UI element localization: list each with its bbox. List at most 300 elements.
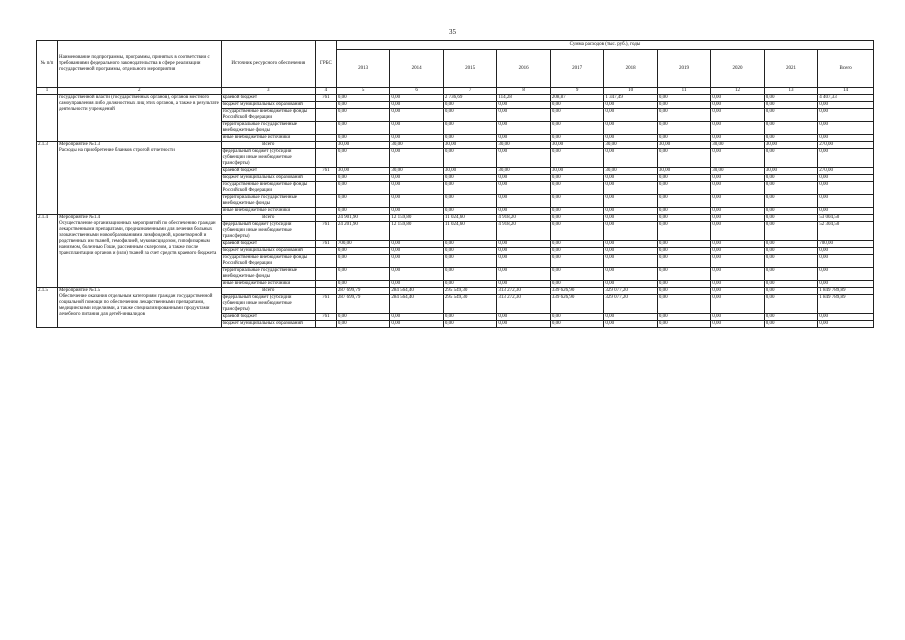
amount-cell: 30,00: [443, 168, 496, 175]
funding-source: государственные внебюджетные фонды Российской Федерации: [221, 182, 315, 195]
header-col-number: 6: [390, 88, 443, 95]
amount-cell: 287 699,79: [336, 288, 389, 295]
amount-cell: 12 159,80: [390, 222, 443, 241]
amount-cell: 30,00: [497, 168, 550, 175]
funding-source: иные внебюджетные источники: [221, 281, 315, 288]
amount-cell: 0,00: [764, 182, 817, 195]
amount-cell: 0,00: [711, 268, 764, 281]
amount-cell: 0,00: [497, 248, 550, 255]
amount-cell: 0,00: [604, 182, 657, 195]
amount-cell: 329 077,20: [604, 295, 657, 314]
header-col-number: 10: [604, 88, 657, 95]
grbs-code: 761: [315, 314, 336, 321]
amount-cell: 0,00: [711, 135, 764, 142]
amount-cell: 0,00: [443, 109, 496, 122]
amount-cell: 0,00: [497, 281, 550, 288]
amount-cell: 0,00: [497, 102, 550, 109]
amount-cell: 0,00: [497, 175, 550, 182]
amount-cell: 0,00: [657, 109, 710, 122]
funding-source: бюджет муниципальных образований: [221, 321, 315, 328]
header-col-number: 5: [336, 88, 389, 95]
grbs-code: [315, 195, 336, 208]
funding-source: иные внебюджетные источники: [221, 208, 315, 215]
amount-cell: 0,00: [550, 195, 603, 208]
amount-cell: 0,00: [711, 149, 764, 168]
amount-cell: 30,00: [443, 142, 496, 149]
amount-cell: 0,00: [443, 255, 496, 268]
amount-cell: 11 024,60: [443, 215, 496, 222]
grbs-code: 761: [315, 95, 336, 102]
amount-cell: 0,00: [336, 149, 389, 168]
header-year: 2021: [764, 50, 817, 88]
amount-cell: 0,00: [604, 314, 657, 321]
table-body: [37, 95, 874, 328]
amount-cell: 313 272,30: [497, 288, 550, 295]
header-col-number: 13: [764, 88, 817, 95]
amount-cell: 0,00: [390, 122, 443, 135]
amount-cell: 0,00: [818, 281, 874, 288]
header-col-number: 1: [37, 88, 58, 95]
header-col-number: 9: [550, 88, 603, 95]
amount-cell: 0,00: [657, 215, 710, 222]
amount-cell: 0,00: [443, 135, 496, 142]
amount-cell: 0,00: [818, 321, 874, 328]
amount-cell: 30,00: [764, 142, 817, 149]
amount-cell: 0,00: [443, 195, 496, 208]
item-text: Осуществление организационных мероприятий по обеспечению граждан лекарственными препаратами, предназначенными для лечения больных злокачественными новообразованиями лимфоидной, кроветворной и родственных им тканей, гемофилией, муковисцидозом, гипофизарным нанизмом, болезнью Гоше, рассеянным склерозом, а также после трансплантации органов и (или) тканей за счет средств краевого бюджета: [58, 221, 217, 256]
amount-cell: 339 626,90: [550, 295, 603, 314]
grbs-code: [315, 321, 336, 328]
amount-cell: 30,00: [711, 142, 764, 149]
amount-cell: 0,00: [818, 175, 874, 182]
grbs-code: [315, 268, 336, 281]
amount-cell: 0,00: [764, 288, 817, 295]
amount-cell: 0,00: [390, 149, 443, 168]
amount-cell: 1 849 789,89: [818, 295, 874, 314]
item-text: Расходы на приобретение бланков строгой отчетности: [58, 148, 175, 153]
amount-cell: 0,00: [604, 222, 657, 241]
amount-cell: 0,00: [604, 195, 657, 208]
amount-cell: 30,00: [657, 168, 710, 175]
amount-cell: 0,00: [390, 268, 443, 281]
header-amount-group: Сумма расходов (тыс. руб.), годы: [336, 41, 873, 50]
page-number: 35: [449, 28, 456, 36]
amount-cell: 0,00: [657, 241, 710, 248]
amount-cell: 0,00: [657, 175, 710, 182]
funding-source: бюджет муниципальных образований: [221, 175, 315, 182]
amount-cell: 0,00: [818, 314, 874, 321]
funding-source: Всего: [221, 288, 315, 295]
amount-cell: 329 077,20: [604, 288, 657, 295]
item-number: 2.1.5: [37, 288, 58, 328]
item-title: Мероприятие №1.3: [58, 142, 101, 147]
header-col-number: 3: [221, 88, 315, 95]
amount-cell: 0,00: [764, 248, 817, 255]
amount-cell: 0,00: [497, 135, 550, 142]
item-text: государственной власти (государственных органов), органов местного самоуправления либо должностных лиц этих органов, а также в результате деятельности учреждений: [58, 95, 219, 112]
amount-cell: 0,00: [336, 102, 389, 109]
table-row: [37, 95, 874, 102]
amount-cell: 0,00: [497, 268, 550, 281]
amount-cell: 0,00: [711, 195, 764, 208]
header-year: 2020: [711, 50, 764, 88]
amount-cell: 0,00: [390, 95, 443, 102]
funding-source: государственные внебюджетные фонды Российской Федерации: [221, 255, 315, 268]
amount-cell: 52 304,50: [818, 222, 874, 241]
amount-cell: 24 201,90: [336, 222, 389, 241]
amount-cell: 0,00: [711, 222, 764, 241]
amount-cell: 0,00: [336, 175, 389, 182]
amount-cell: 0,00: [657, 321, 710, 328]
amount-cell: 0,00: [657, 95, 710, 102]
funding-source: государственные внебюджетные фонды Российской Федерации: [221, 109, 315, 122]
amount-cell: 11 024,60: [443, 222, 496, 241]
amount-cell: 0,00: [604, 102, 657, 109]
amount-cell: 700,00: [818, 241, 874, 248]
amount-cell: 0,00: [336, 95, 389, 102]
amount-cell: 0,00: [443, 248, 496, 255]
amount-cell: 0,00: [657, 195, 710, 208]
amount-cell: 0,00: [764, 195, 817, 208]
amount-cell: 0,00: [711, 122, 764, 135]
amount-cell: 0,00: [336, 135, 389, 142]
amount-cell: 0,00: [818, 208, 874, 215]
grbs-code: [315, 182, 336, 195]
amount-cell: 0,00: [497, 314, 550, 321]
grbs-code: 761: [315, 241, 336, 248]
amount-cell: 0,00: [657, 222, 710, 241]
funding-source: федеральный бюджет (субсидии субвенции иные межбюджетные трансферты): [221, 149, 315, 168]
table-header: [37, 41, 874, 95]
grbs-code: [315, 122, 336, 135]
amount-cell: 0,00: [657, 281, 710, 288]
header-year: 2014: [390, 50, 443, 88]
amount-cell: 0,00: [336, 268, 389, 281]
item-description: [57, 215, 221, 288]
amount-cell: 0,00: [550, 281, 603, 288]
amount-cell: 0,00: [711, 175, 764, 182]
amount-cell: 0,00: [711, 255, 764, 268]
amount-cell: 0,00: [711, 95, 764, 102]
amount-cell: 284 564,40: [390, 288, 443, 295]
item-title: Мероприятие №1.5: [58, 288, 101, 293]
amount-cell: 0,00: [497, 208, 550, 215]
amount-cell: 0,00: [764, 215, 817, 222]
grbs-code: [315, 109, 336, 122]
amount-cell: 295 549,30: [443, 288, 496, 295]
amount-cell: 0,00: [604, 109, 657, 122]
amount-cell: 24 901,90: [336, 215, 389, 222]
amount-cell: 0,00: [818, 122, 874, 135]
amount-cell: 0,00: [764, 321, 817, 328]
amount-cell: 0,00: [604, 215, 657, 222]
amount-cell: 0,00: [818, 149, 874, 168]
amount-cell: 0,00: [443, 149, 496, 168]
amount-cell: 0,00: [764, 109, 817, 122]
amount-cell: 0,00: [657, 268, 710, 281]
funding-source: территориальные государственные внебюджетные фонды: [221, 195, 315, 208]
amount-cell: 30,00: [550, 168, 603, 175]
funding-source: территориальные государственные внебюджетные фонды: [221, 268, 315, 281]
amount-cell: 2 736,69: [443, 95, 496, 102]
amount-cell: 0,00: [657, 248, 710, 255]
amount-cell: 0,00: [657, 135, 710, 142]
amount-cell: 0,00: [764, 135, 817, 142]
amount-cell: 0,00: [657, 255, 710, 268]
grbs-code: [315, 135, 336, 142]
amount-cell: 0,00: [336, 248, 389, 255]
amount-cell: 30,00: [711, 168, 764, 175]
amount-cell: 339 626,90: [550, 288, 603, 295]
amount-cell: 0,00: [711, 314, 764, 321]
table-row: [37, 142, 874, 149]
amount-cell: 0,00: [336, 321, 389, 328]
amount-cell: 30,00: [336, 168, 389, 175]
amount-cell: 0,00: [550, 102, 603, 109]
amount-cell: 30,00: [604, 142, 657, 149]
amount-cell: 0,00: [818, 248, 874, 255]
item-description: [57, 95, 221, 142]
amount-cell: 0,00: [390, 314, 443, 321]
amount-cell: 0,00: [764, 281, 817, 288]
amount-cell: 0,00: [497, 109, 550, 122]
header-col-number: 7: [443, 88, 496, 95]
amount-cell: 4 918,20: [497, 215, 550, 222]
budget-table: [36, 40, 874, 328]
amount-cell: 0,00: [443, 281, 496, 288]
amount-cell: 0,00: [550, 149, 603, 168]
funding-source: федеральный бюджет (субсидии субвенции иные межбюджетные трансферты): [221, 295, 315, 314]
header-col-number: 14: [818, 88, 874, 95]
amount-cell: 0,00: [443, 314, 496, 321]
amount-cell: 0,00: [390, 248, 443, 255]
grbs-code: [315, 175, 336, 182]
amount-cell: 0,00: [443, 268, 496, 281]
grbs-code: [315, 142, 336, 149]
funding-source: бюджет муниципальных образований: [221, 248, 315, 255]
amount-cell: 0,00: [604, 321, 657, 328]
amount-cell: 0,00: [390, 135, 443, 142]
amount-cell: 0,00: [711, 208, 764, 215]
header-grbs: ГРБС: [315, 41, 336, 88]
amount-cell: 700,00: [336, 241, 389, 248]
grbs-code: [315, 281, 336, 288]
amount-cell: 270,00: [818, 168, 874, 175]
header-col-number: 12: [711, 88, 764, 95]
amount-cell: 12 159,80: [390, 215, 443, 222]
amount-cell: 284 564,40: [390, 295, 443, 314]
amount-cell: 0,00: [711, 281, 764, 288]
amount-cell: 0,00: [550, 135, 603, 142]
amount-cell: 0,00: [550, 175, 603, 182]
amount-cell: 0,00: [336, 255, 389, 268]
amount-cell: 0,00: [604, 255, 657, 268]
amount-cell: 0,00: [604, 248, 657, 255]
amount-cell: 208,87: [550, 95, 603, 102]
amount-cell: 0,00: [764, 222, 817, 241]
amount-cell: 0,00: [711, 182, 764, 195]
amount-cell: 0,00: [550, 109, 603, 122]
amount-cell: 0,00: [818, 268, 874, 281]
funding-source: краевой бюджет: [221, 241, 315, 248]
amount-cell: 0,00: [390, 109, 443, 122]
amount-cell: 0,00: [390, 102, 443, 109]
amount-cell: 0,00: [604, 135, 657, 142]
header-year: 2019: [657, 50, 710, 88]
amount-cell: 0,00: [818, 102, 874, 109]
amount-cell: 0,00: [443, 182, 496, 195]
amount-cell: 0,00: [550, 241, 603, 248]
amount-cell: 30,00: [657, 142, 710, 149]
amount-cell: 1 849 789,89: [818, 288, 874, 295]
amount-cell: 0,00: [443, 122, 496, 135]
amount-cell: 0,00: [711, 321, 764, 328]
amount-cell: 0,00: [336, 182, 389, 195]
amount-cell: 0,00: [657, 182, 710, 195]
amount-cell: 30,00: [764, 168, 817, 175]
amount-cell: 0,00: [711, 102, 764, 109]
amount-cell: 0,00: [604, 122, 657, 135]
amount-cell: 0,00: [390, 195, 443, 208]
amount-cell: 0,00: [711, 109, 764, 122]
item-text: Обеспечение оказания отдельным категориям граждан государственной социальной помощи по обеспечению лекарственными препаратами, медицинскими изделиями, а также специализированными продуктами лечебного питания для детей-инвалидов: [58, 294, 213, 317]
header-col-number: 4: [315, 88, 336, 95]
amount-cell: 0,00: [764, 268, 817, 281]
amount-cell: 0,00: [550, 255, 603, 268]
amount-cell: 30,00: [390, 168, 443, 175]
amount-cell: 0,00: [604, 208, 657, 215]
amount-cell: 0,00: [764, 175, 817, 182]
grbs-code: [315, 149, 336, 168]
header-col-number: 8: [497, 88, 550, 95]
amount-cell: 0,00: [818, 255, 874, 268]
amount-cell: 0,00: [604, 268, 657, 281]
item-number: 2.1.3: [37, 142, 58, 215]
amount-cell: 0,00: [443, 175, 496, 182]
amount-cell: 0,00: [443, 321, 496, 328]
grbs-code: 761: [315, 222, 336, 241]
amount-cell: 0,00: [390, 241, 443, 248]
amount-cell: 0,00: [604, 281, 657, 288]
amount-cell: 0,00: [336, 195, 389, 208]
funding-source: краевой бюджет: [221, 314, 315, 321]
amount-cell: 0,00: [711, 248, 764, 255]
amount-cell: 0,00: [711, 215, 764, 222]
amount-cell: 0,00: [818, 109, 874, 122]
amount-cell: 4 407,33: [818, 95, 874, 102]
grbs-code: [315, 255, 336, 268]
amount-cell: 0,00: [550, 182, 603, 195]
funding-source: краевой бюджет: [221, 168, 315, 175]
amount-cell: 0,00: [336, 314, 389, 321]
amount-cell: 0,00: [657, 122, 710, 135]
header-source: Источник ресурсного обеспечения: [221, 41, 315, 88]
amount-cell: 0,00: [604, 175, 657, 182]
amount-cell: 313 272,30: [497, 295, 550, 314]
amount-cell: 4 918,20: [497, 222, 550, 241]
amount-cell: 0,00: [657, 149, 710, 168]
amount-cell: 0,00: [604, 241, 657, 248]
funding-source: бюджет муниципальных образований: [221, 102, 315, 109]
funding-source: территориальные государственные внебюджетные фонды: [221, 122, 315, 135]
amount-cell: 0,00: [390, 208, 443, 215]
amount-cell: 0,00: [764, 149, 817, 168]
amount-cell: 0,00: [390, 175, 443, 182]
amount-cell: 0,00: [764, 102, 817, 109]
amount-cell: 0,00: [657, 295, 710, 314]
amount-cell: 0,00: [497, 255, 550, 268]
amount-cell: 0,00: [550, 208, 603, 215]
item-description: [57, 142, 221, 215]
amount-cell: 0,00: [657, 314, 710, 321]
item-title: Мероприятие №1.4: [58, 215, 101, 220]
funding-source: иные внебюджетные источники: [221, 135, 315, 142]
amount-cell: 0,00: [764, 295, 817, 314]
grbs-code: [315, 215, 336, 222]
funding-source: федеральный бюджет (субсидии субвенции иные межбюджетные трансферты): [221, 222, 315, 241]
table-row: [37, 215, 874, 222]
amount-cell: 0,00: [336, 281, 389, 288]
header-col-number: 11: [657, 88, 710, 95]
amount-cell: 30,00: [390, 142, 443, 149]
header-year: 2013: [336, 50, 389, 88]
header-year: 2015: [443, 50, 496, 88]
amount-cell: 30,00: [497, 142, 550, 149]
grbs-code: [315, 248, 336, 255]
amount-cell: 0,00: [443, 241, 496, 248]
amount-cell: 270,00: [818, 142, 874, 149]
grbs-code: [315, 102, 336, 109]
amount-cell: 30,00: [550, 142, 603, 149]
amount-cell: 0,00: [711, 241, 764, 248]
amount-cell: 0,00: [336, 122, 389, 135]
grbs-code: [315, 288, 336, 295]
amount-cell: 0,00: [711, 288, 764, 295]
amount-cell: 0,00: [390, 281, 443, 288]
amount-cell: 0,00: [497, 149, 550, 168]
amount-cell: 0,00: [711, 295, 764, 314]
amount-cell: 0,00: [390, 255, 443, 268]
grbs-code: [315, 208, 336, 215]
amount-cell: 287 699,79: [336, 295, 389, 314]
amount-cell: 0,00: [443, 102, 496, 109]
amount-cell: 0,00: [497, 195, 550, 208]
funding-source: Всего: [221, 142, 315, 149]
amount-cell: 0,00: [497, 241, 550, 248]
header-year: Всего: [818, 50, 874, 88]
item-number: [37, 95, 58, 142]
amount-cell: 0,00: [550, 321, 603, 328]
header-col-number: 2: [57, 88, 221, 95]
amount-cell: 0,00: [390, 182, 443, 195]
amount-cell: 0,00: [497, 182, 550, 195]
amount-cell: 0,00: [550, 314, 603, 321]
amount-cell: 0,00: [550, 268, 603, 281]
amount-cell: 0,00: [657, 102, 710, 109]
funding-source: краевой бюджет: [221, 95, 315, 102]
funding-source: Всего: [221, 215, 315, 222]
header-year: 2017: [550, 50, 603, 88]
amount-cell: 0,00: [390, 321, 443, 328]
amount-cell: 0,00: [497, 122, 550, 135]
amount-cell: 0,00: [604, 149, 657, 168]
amount-cell: 0,00: [818, 195, 874, 208]
amount-cell: 0,00: [818, 182, 874, 195]
header-name: Наименование подпрограммы, программы, принятых в соответствии с требованиями федерального законодательства в сфере реализации государственной программы, отдельного мероприятия: [57, 41, 221, 88]
table-row: [37, 288, 874, 295]
amount-cell: 0,00: [764, 208, 817, 215]
grbs-code: 761: [315, 295, 336, 314]
